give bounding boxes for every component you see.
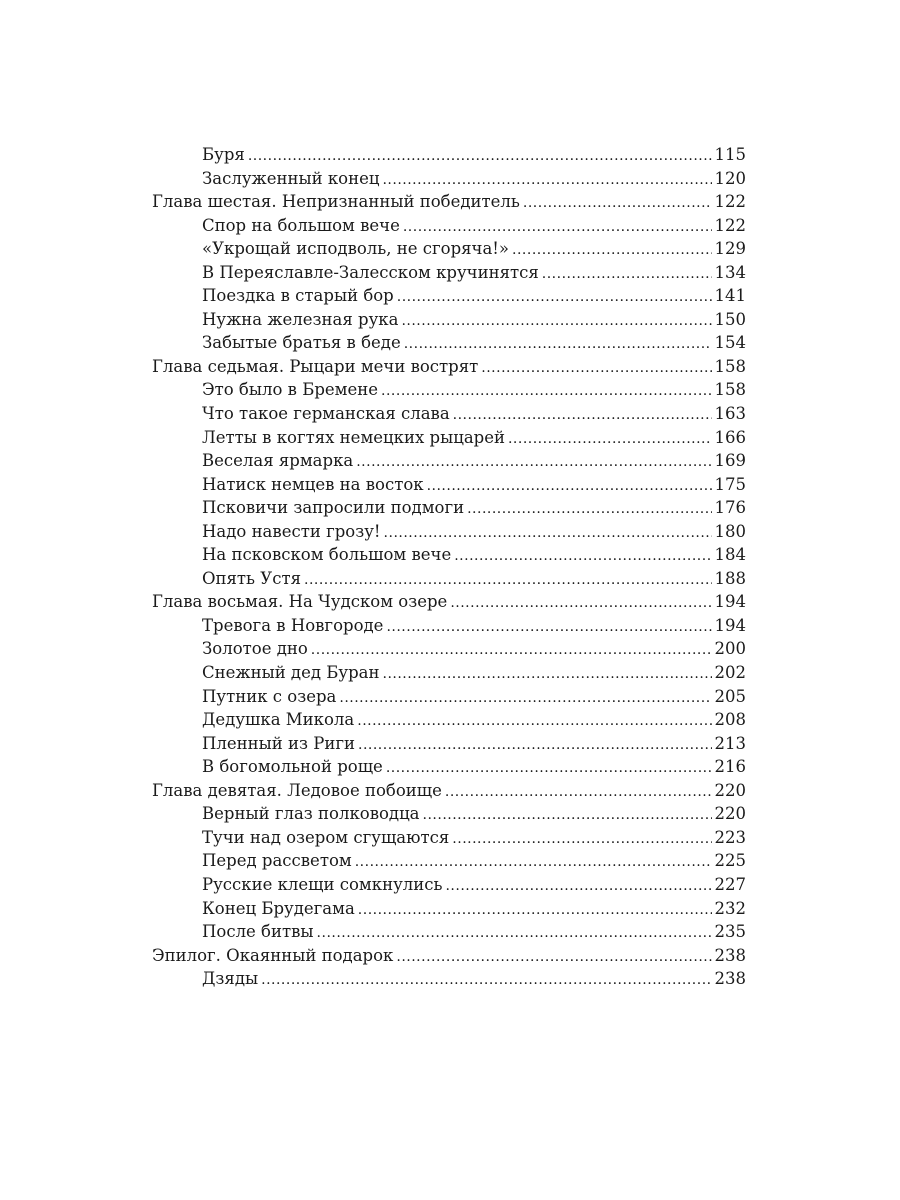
toc-chapter-entry [152,944,746,968]
toc-entry-title: Заслуженный конец [202,168,380,188]
toc-entry-page-number: 176 [714,498,746,518]
dot-leader [401,310,711,334]
dot-leader [386,757,712,781]
dot-leader [512,239,711,263]
toc-section-entry [152,473,746,497]
toc-entry-title: Путник с озера [202,686,337,706]
toc-entry-page-number: 115 [714,145,746,164]
toc-entry-title: Пленный из Риги [202,733,355,753]
toc-section-entry [152,167,746,191]
table-of-contents [152,143,746,991]
toc-section-entry [152,402,746,426]
toc-entry-page-number: 232 [714,898,746,918]
dot-leader [358,899,712,923]
toc-entry-title: Поездка в старый бор [202,286,394,306]
toc-chapter-entry [152,779,746,803]
toc-section-entry [152,873,746,897]
toc-entry-title: Русские клещи сомкнулись [202,874,443,894]
toc-section-entry [152,685,746,709]
toc-section-entry [152,897,746,921]
dot-leader [423,804,712,828]
toc-entry-title: Глава седьмая. Рыцари мечи вострят [152,356,479,376]
toc-entry-title: После битвы [202,922,314,942]
toc-entry-page-number: 235 [714,922,746,942]
dot-leader [356,451,711,475]
dot-leader [445,875,711,899]
toc-entry-page-number: 223 [714,827,746,847]
dot-leader [304,569,712,593]
dot-leader [542,263,712,287]
toc-section-entry [152,520,746,544]
toc-section-entry [152,755,746,779]
toc-section-entry [152,920,746,944]
toc-entry-title: Тучи над озером сгущаются [202,827,450,847]
dot-leader [508,428,712,452]
toc-entry-title: Эпилог. Окаянный подарок [152,945,394,965]
toc-entry-title: Глава девятая. Ледовое побоище [152,780,442,800]
toc-entry-title: Надо навести грозу! [202,521,381,541]
toc-entry-page-number: 208 [714,710,746,730]
toc-section-entry [152,614,746,638]
toc-entry-title: «Укрощай исподволь, не сгоряча!» [202,239,510,259]
toc-entry-page-number: 150 [714,309,746,329]
toc-entry-title: Нужна железная рука [202,309,399,329]
toc-entry-title: Буря [202,145,245,164]
dot-leader [452,828,711,852]
toc-entry-page-number: 188 [714,568,746,588]
toc-section-entry [152,637,746,661]
toc-section-entry [152,496,746,520]
toc-entry-title: Дедушка Микола [202,710,355,730]
toc-section-entry [152,967,746,991]
toc-section-entry [152,261,746,285]
dot-leader [358,734,712,758]
toc-entry-page-number: 163 [714,404,746,424]
dot-leader [339,687,711,711]
toc-entry-title: Веселая ярмарка [202,451,354,471]
dot-leader [404,333,712,357]
dot-leader [384,522,712,546]
toc-section-entry [152,378,746,402]
dot-leader [403,216,712,240]
toc-entry-page-number: 220 [714,780,746,800]
toc-entry-page-number: 202 [714,663,746,683]
toc-entry-page-number: 238 [714,945,746,965]
dot-leader [481,357,711,381]
toc-section-entry [152,732,746,756]
toc-entry-title: На псковском большом вече [202,545,452,565]
dot-leader [317,922,712,946]
toc-entry-page-number: 220 [714,804,746,824]
toc-section-entry [152,284,746,308]
toc-entry-page-number: 194 [714,592,746,612]
dot-leader [467,498,711,522]
toc-entry-page-number: 141 [714,286,746,306]
toc-entry-title: Глава шестая. Непризнанный победитель [152,192,520,212]
toc-entry-page-number: 184 [714,545,746,565]
toc-entry-page-number: 120 [714,168,746,188]
toc-entry-title: Опять Устя [202,568,301,588]
toc-entry-title: Глава восьмая. На Чудском озере [152,592,448,612]
dot-leader [261,969,711,993]
toc-section-entry [152,426,746,450]
toc-entry-title: Забытые братья в беде [202,333,401,353]
toc-entry-page-number: 175 [714,474,746,494]
dot-leader [454,545,711,569]
toc-chapter-entry [152,590,746,614]
toc-entry-page-number: 122 [714,215,746,235]
toc-section-entry [152,308,746,332]
toc-entry-page-number: 122 [714,192,746,212]
dot-leader [445,781,712,805]
dot-leader [450,592,711,616]
toc-chapter-entry [152,190,746,214]
dot-leader [396,946,711,970]
toc-entry-title: Тревога в Новгороде [202,615,384,635]
toc-entry-page-number: 194 [714,615,746,635]
toc-entry-page-number: 238 [714,969,746,989]
dot-leader [355,851,712,875]
dot-leader [382,169,711,193]
toc-entry-page-number: 213 [714,733,746,753]
toc-section-entry [152,708,746,732]
toc-entry-title: Золотое дно [202,639,308,659]
toc-entry-title: Псковичи запросили подмоги [202,498,465,518]
toc-entry-title: Перед рассветом [202,851,352,871]
toc-entry-page-number: 158 [714,356,746,376]
dot-leader [383,663,712,687]
toc-section-entry [152,543,746,567]
toc-chapter-entry [152,355,746,379]
toc-section-entry [152,143,746,167]
dot-leader [523,192,712,216]
toc-section-entry [152,449,746,473]
dot-leader [248,145,712,169]
toc-section-entry [152,849,746,873]
toc-entry-title: Что такое германская слава [202,404,450,424]
toc-entry-page-number: 227 [714,874,746,894]
toc-entry-title: Это было в Бремене [202,380,379,400]
toc-entry-title: Спор на большом вече [202,215,400,235]
toc-entry-page-number: 216 [714,757,746,777]
toc-entry-page-number: 158 [714,380,746,400]
toc-entry-page-number: 169 [714,451,746,471]
toc-entry-title: Натиск немцев на восток [202,474,424,494]
dot-leader [386,616,711,640]
toc-entry-title: Дзяды [202,969,259,989]
dot-leader [311,639,712,663]
toc-entry-title: Конец Брудегама [202,898,355,918]
toc-section-entry [152,567,746,591]
toc-section-entry [152,802,746,826]
toc-section-entry [152,661,746,685]
toc-entry-page-number: 166 [714,427,746,447]
toc-entry-page-number: 225 [714,851,746,871]
toc-entry-title: В богомольной роще [202,757,383,777]
toc-entry-page-number: 200 [714,639,746,659]
toc-entry-page-number: 180 [714,521,746,541]
dot-leader [381,380,711,404]
toc-section-entry [152,331,746,355]
toc-entry-page-number: 205 [714,686,746,706]
dot-leader [427,475,712,499]
toc-entry-title: Верный глаз полководца [202,804,420,824]
dot-leader [453,404,712,428]
toc-section-entry [152,826,746,850]
toc-entry-page-number: 134 [714,262,746,282]
toc-entry-title: Снежный дед Буран [202,663,380,683]
toc-entry-page-number: 154 [714,333,746,353]
toc-section-entry [152,237,746,261]
toc-entry-page-number: 129 [714,239,746,259]
toc-entry-title: Летты в когтях немецких рыцарей [202,427,505,447]
toc-section-entry [152,214,746,238]
dot-leader [397,286,712,310]
dot-leader [357,710,711,734]
toc-entry-title: В Переяславле-Залесском кручинятся [202,262,539,282]
